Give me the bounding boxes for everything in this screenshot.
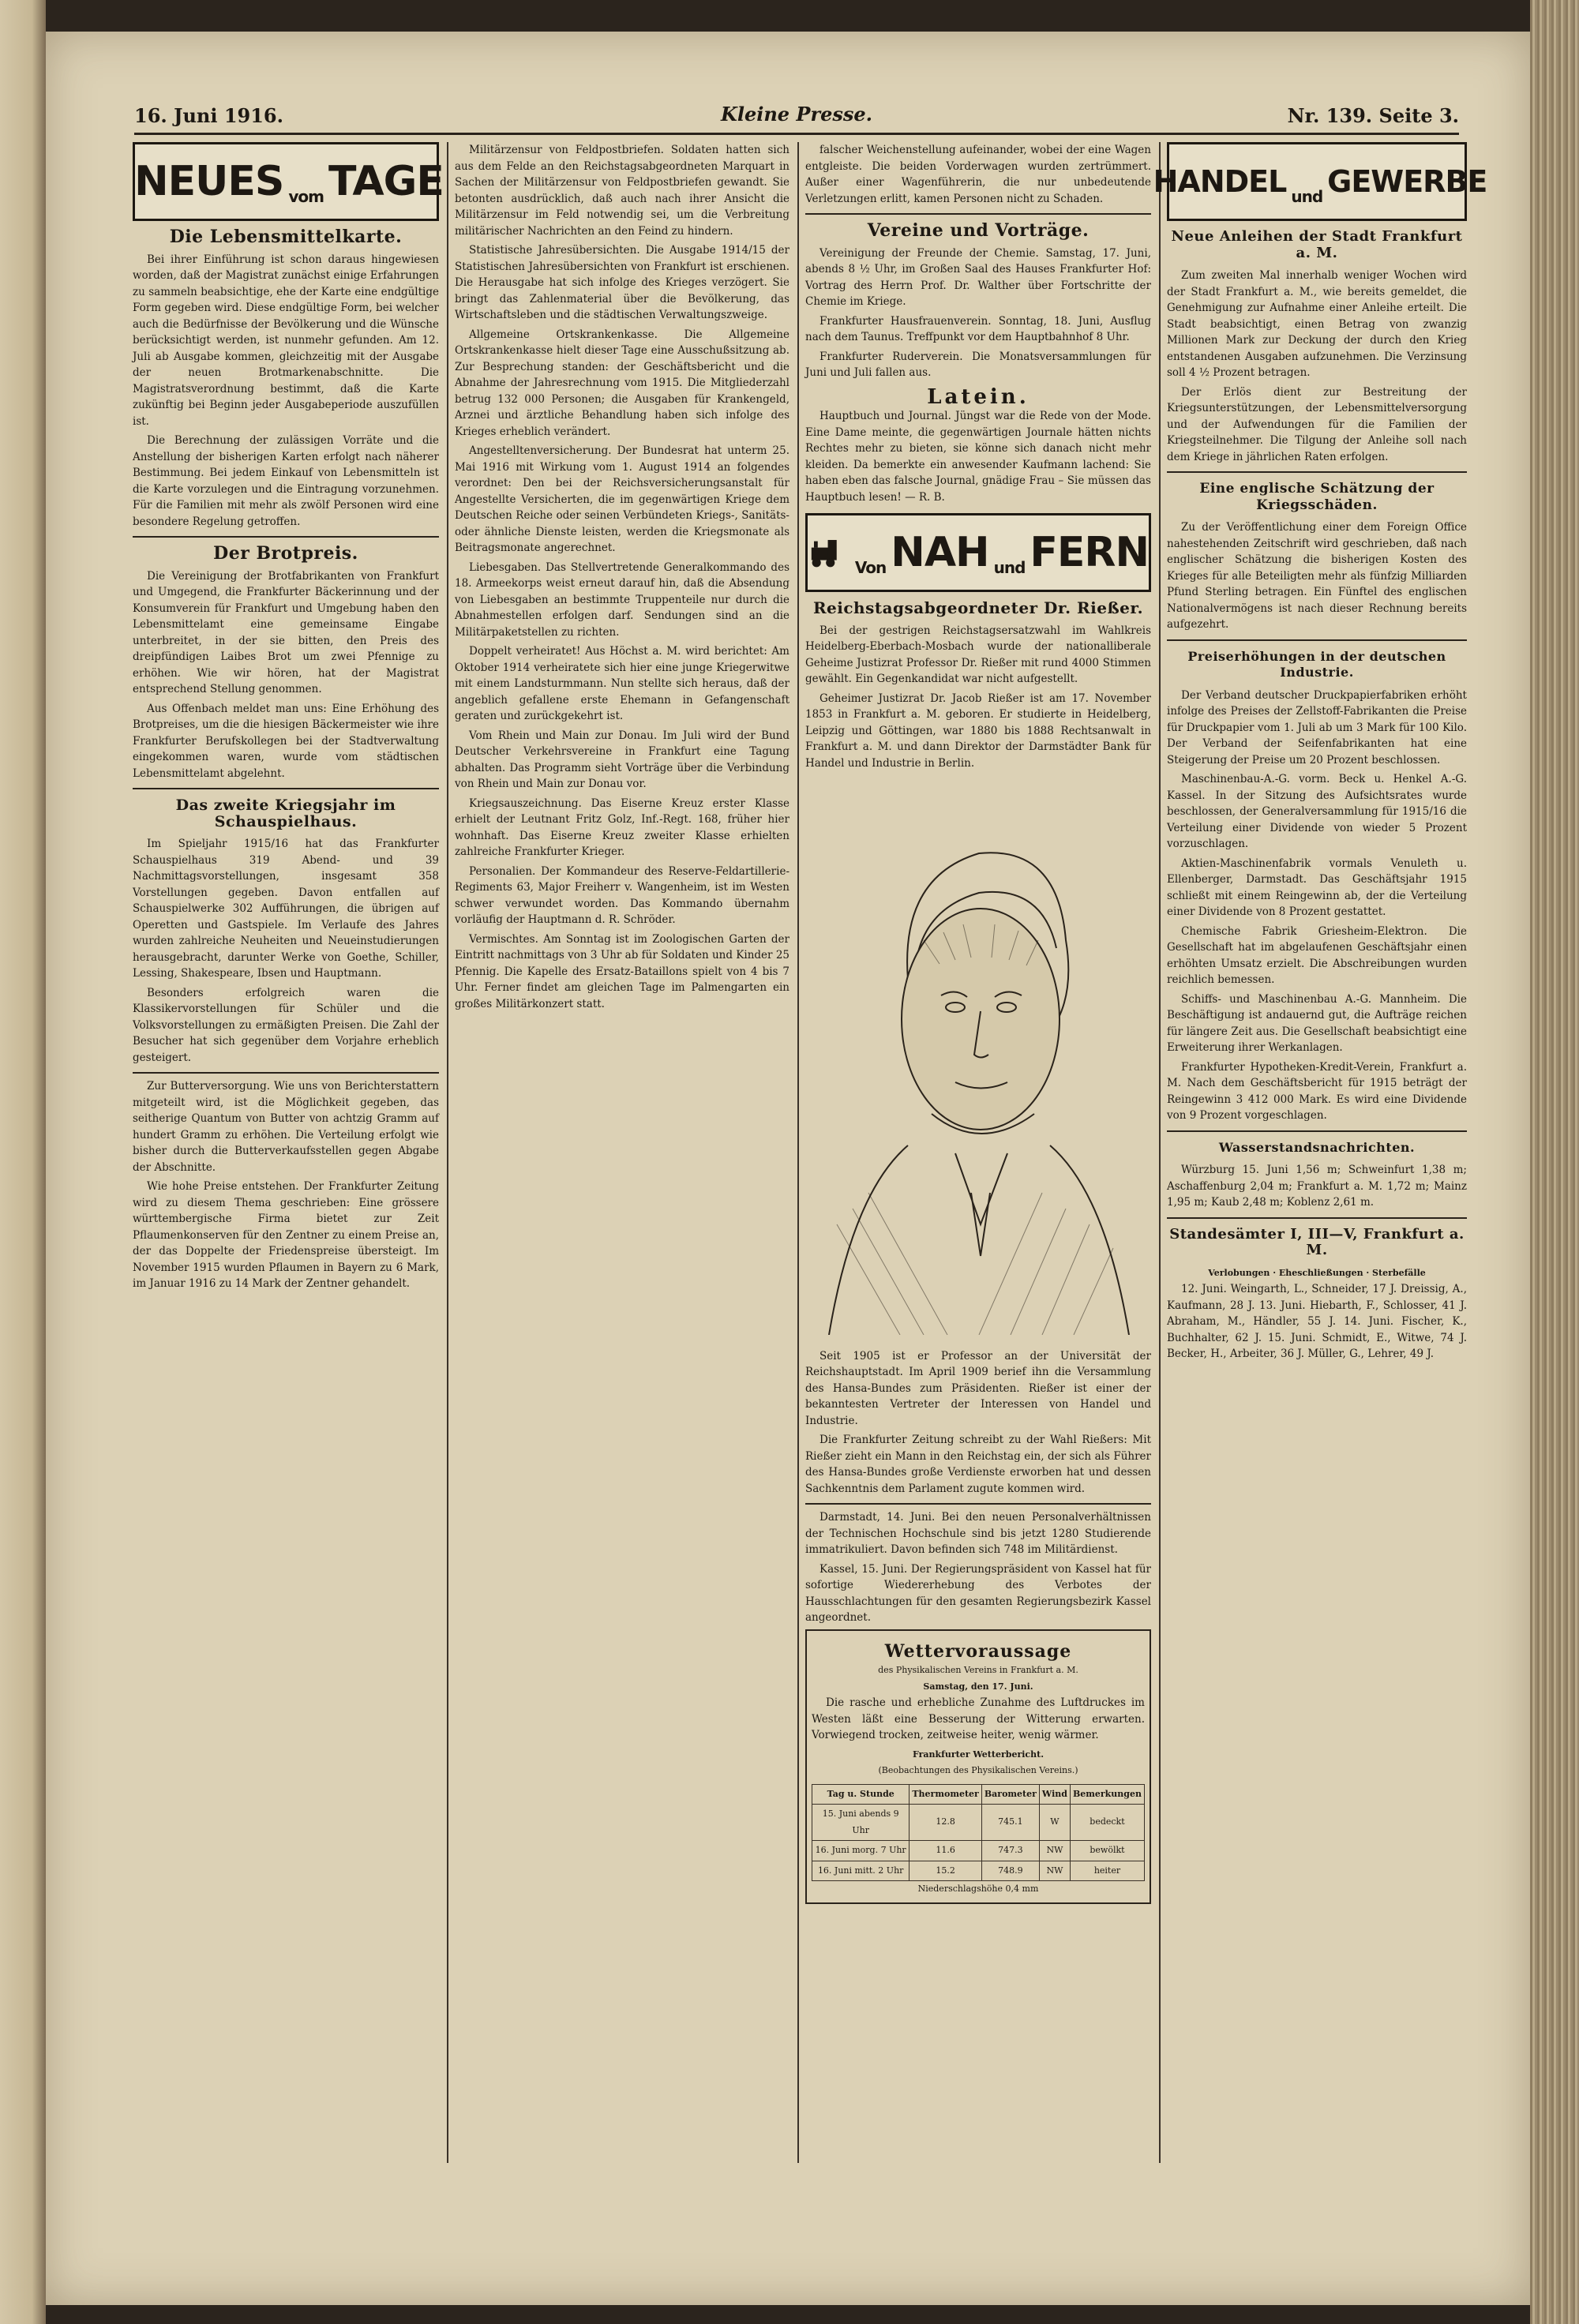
article-heading: Das zweite Kriegsjahr im Schauspielhaus.	[175, 797, 396, 830]
neues-title: NEUES	[134, 157, 284, 205]
article-paragraph: Die Frankfurter Zeitung schreibt zu der Wahl Rießers: Mit Rießer zieht ein Mann in den Reichstag ein, der sich als Führer des Hansa-Bundes große Verdienste erworben hat und dessen Sachkenntnis dem Parlament zugute kommen wird.	[805, 1434, 1151, 1495]
weather-text: Die rasche und erhebliche Zunahme des Luftdruckes im Westen läßt eine Besserung der Witterung erwarten. Vorwiegend trocken, zeitweise heiter, wenig wärmer.	[812, 1696, 1145, 1741]
article-paragraph: Zu der Veröffentlichung einer dem Foreign Office nahestehenden Zeitschrift wird geschrieben, daß nach englischer Schätzung die bisherigen Kosten des Krieges für alle Beteiligten mehr als fünfzig Milliarden Pfund Sterling betragen. Ein Fünftel des englischen Nationalvermögens ist nach dieser Rechnung bereits aufgezehrt.	[1167, 521, 1467, 631]
header-issue-number: Nr. 139. Seite 3.	[1287, 104, 1459, 127]
divider	[1167, 639, 1467, 641]
header-paper-name: Kleine Presse.	[720, 103, 873, 126]
handel-title: HANDEL	[1153, 163, 1287, 199]
article-paragraph: Angestelltenversicherung. Der Bundesrat hat unterm 25. Mai 1916 mit Wirkung vom 1. August 1914 an folgendes verordnet: Den bei der Reichsversicherungsanstalt für Angestellte Versicherten, die im gegenwärtigen Kriege dem Deutschen Reiche oder seinen Verbündeten Kriegs-, Sanitäts- oder ähnliche Dienste leisten, werden die Kriegsmonate als Beitragsmonate angerechnet.	[455, 444, 790, 554]
table-cell: 745.1	[981, 1805, 1039, 1841]
table-cell: 747.3	[981, 1841, 1039, 1861]
article-heading: Wasserstandsnachrichten.	[1218, 1139, 1416, 1155]
nahfern-nah: NAH	[891, 528, 989, 576]
divider	[133, 1072, 439, 1074]
neues-tage: TAGE	[328, 157, 444, 205]
article-paragraph: Vereinigung der Freunde der Chemie. Samstag, 17. Juni, abends 8 ½ Uhr, im Großen Saal des Hauses Frankfurter Hof: Vortrag des Herrn Prof. Dr. Walther über Fortschritte der Chemie im Kriege.	[805, 246, 1151, 308]
article-paragraph: Aktien-Maschinenfabrik vormals Venuleth u. Ellenberger, Darmstadt. Das Geschäftsjahr 1915 schließt mit einem Reingewinn ab, der die Verteilung einer Dividende von 8 Prozent gestattet.	[1167, 857, 1467, 918]
table-row	[812, 1805, 1145, 1841]
table-row	[812, 1861, 1145, 1881]
weather-box	[805, 1629, 1151, 1904]
weather-header: Thermometer	[910, 1784, 981, 1805]
article-paragraph: Liebesgaben. Das Stellvertretende Generalkommando des 18. Armeekorps weist erneut darauf hin, daß die Absendung von Liebesgaben an bestimmte Truppenteile nur durch die Abnahmestellen erfolgen darf. Sendungen sind an die Militärpaketstellen zu richten.	[455, 560, 790, 639]
article-paragraph: Kriegsauszeichnung. Das Eiserne Kreuz erster Klasse erhielt der Leutnant Fritz Golz, Inf.-Regt. 168, früher hier wohnhaft. Das Eiserne Kreuz zweiter Klasse erhielten zahlreiche Frankfurter Krieger.	[455, 797, 790, 858]
weather-table-title: Frankfurter Wetterbericht.	[912, 1749, 1045, 1760]
article-paragraph: Statistische Jahresübersichten. Die Ausgabe 1914/15 der Statistischen Jahresübersichten von Frankfurt ist erschienen. Die Herausgabe hat sich infolge des Krieges verzögert. Sie bringt das Zahlenmaterial über die Bevölkerung, das Wirtschaftsleben und die städtischen Verwaltungszweige.	[455, 244, 790, 321]
weather-title: Wettervoraussage	[884, 1640, 1072, 1662]
handel-und-gewerbe-banner	[1153, 142, 1487, 221]
nahfern-und: und	[993, 557, 1026, 577]
article-heading: Standesämter I, III—V, Frankfurt a. M.	[1169, 1225, 1465, 1258]
portrait-illustration	[805, 782, 1151, 1335]
table-cell: bewölkt	[1070, 1841, 1144, 1861]
article-paragraph: Kassel, 15. Juni. Der Regierungspräsident von Kassel hat für sofortige Wiedererhebung des Verbotes der Hausschlachtungen für den gesamten Regierungsbezirk Kassel angeordnet.	[805, 1562, 1151, 1624]
article-heading: Eine englische Schätzung der Kriegsschäden.	[1199, 481, 1435, 513]
column-local-news	[455, 142, 790, 1015]
weather-header: Wind	[1039, 1784, 1070, 1805]
latein-heading: Latein.	[927, 384, 1030, 409]
register-entries: 12. Juni. Weingarth, L., Schneider, 17 J. Dreissig, A., Kaufmann, 28 J. 13. Juni. Hiebarth, F., Schlosser, 41 J. Abraham, M., Händler, 55 J. 14. Juni. Fischer, K., Buchhalter, 62 J. 15. Juni. Schmidt, E., Witwe, 74 J. Becker, H., Arbeiter, 36 J. Müller, G., Lehrer, 49 J.	[1167, 1283, 1467, 1360]
table-cell: NW	[1039, 1861, 1070, 1881]
table-cell: 16. Juni morg. 7 Uhr	[812, 1841, 910, 1861]
handel-gewerbe: GEWERBE	[1327, 163, 1487, 199]
article-heading: Preiserhöhungen in der deutschen Industrie.	[1187, 648, 1446, 680]
article-paragraph: falscher Weichenstellung aufeinander, wobei der eine Wagen entgleiste. Die beiden Vorderwagen wurden zertrümmert. Außer einer Wagenführerin, die nur unbedeutende Verletzungen erlitt, kamen Personen nicht zu Schaden.	[805, 144, 1151, 205]
weather-date: Samstag, den 17. Juni.	[923, 1681, 1033, 1692]
locomotive-icon	[808, 529, 846, 576]
article-paragraph: Frankfurter Ruderverein. Die Monatsversammlungen für Juni und Juli fallen aus.	[805, 350, 1151, 379]
divider	[1167, 471, 1467, 473]
nahfern-von: Von	[854, 557, 887, 577]
page-header	[134, 101, 1459, 135]
table-cell: bedeckt	[1070, 1805, 1144, 1841]
table-cell: W	[1039, 1805, 1070, 1841]
handel-und: und	[1291, 186, 1323, 206]
article-paragraph: Vom Rhein und Main zur Donau. Im Juli wird der Bund Deutscher Verkehrsvereine in Frankfurt eine Tagung abhalten. Das Programm sieht Vorträge über die Verbindung von Rhein und Main zur Donau vor.	[455, 729, 790, 790]
weather-header: Tag u. Stunde	[812, 1784, 910, 1805]
article-paragraph: Bei ihrer Einführung ist schon daraus hingewiesen worden, daß der Magistrat zunächst einige Erfahrungen zu sammeln beabsichtige, ehe der Karte eine endgültige Form gegeben wird. Diese endgültige Form, bei welcher auch die Bedürfnisse der Bevölkerung und die Wünsche berücksichtigt werden, ist nunmehr gefunden. Am 12. Juli ab Ausgabe kommen, gleichzeitig mit der Ausgabe der neuen Brotmarkenabschnitte. Die Magistratsverordnung bestimmt, daß die Karte zukünftig bei Beginn jeder Ausgabeperiode auszufüllen ist.	[133, 253, 439, 428]
divider	[133, 788, 439, 789]
table-cell: 15. Juni abends 9 Uhr	[812, 1805, 910, 1841]
weather-table-subtitle: (Beobachtungen des Physikalischen Vereins.)	[878, 1765, 1078, 1775]
article-paragraph: Militärzensur von Feldpostbriefen. Soldaten hatten sich aus dem Felde an den Reichstagsabgeordneten Marquart in Sachen der Militärzensur von Feldpostbriefen gewandt. Sie betonten ausdrücklich, daß auch nach ihrer Ansicht die Militärzensur im Feld notwendig sei, um die Verbreitung militärischer Nachrichten an den Feind zu hindern.	[455, 144, 790, 238]
article-paragraph: Die Vereinigung der Brotfabrikanten von Frankfurt und Umgegend, die Frankfurter Bäckerinnung und der Konsumverein für Frankfurt und Umgebung haben den Lebensmittelamt eine gemeinsame Eingabe unterbreitet, in der sie bitten, den Preis des dreipfündigen Laibes Brot um zwei Pfennige zu erhöhen. Wie wir hören, hat der Magistrat entsprechend Stellung genommen.	[133, 569, 439, 695]
column-rule	[447, 142, 448, 2163]
weather-header: Bemerkungen	[1070, 1784, 1144, 1805]
previous-page-edge	[0, 0, 46, 2324]
table-cell: 11.6	[910, 1841, 981, 1861]
article-paragraph: Vermischtes. Am Sonntag ist im Zoologischen Garten der Eintritt nachmittags von 3 Uhr ab für Soldaten und Kinder 25 Pfennig. Die Kapelle des Ersatz-Bataillons spielt von 4 bis 7 Uhr. Ferner findet am gleichen Tage im Palmengarten ein großes Militärkonzert statt.	[455, 932, 790, 1010]
column-neues-vom-tage	[133, 142, 444, 1295]
article-paragraph: Der Verband deutscher Druckpapierfabriken erhöht infolge des Preises der Zellstoff-Fabrikanten die Preise für Druckpapier vom 1. Juli ab um 3 Mark für 100 Kilo. Der Verband der Seifenfabrikanten hat eine Steigerung der Preise um 20 Prozent beschlossen.	[1167, 688, 1467, 767]
article-paragraph: Seit 1905 ist er Professor an der Universität der Reichshauptstadt. Im April 1909 berief ihn die Versammlung des Hansa-Bundes zum Präsidenten. Rießer ist einer der bekanntesten Vertreter der Interessen von Handel und Industrie.	[805, 1349, 1151, 1427]
column-rule	[797, 142, 799, 2163]
article-heading: Die Lebensmittelkarte.	[169, 227, 403, 247]
divider	[805, 213, 1151, 215]
table-cell: 15.2	[910, 1861, 981, 1881]
nahfern-fern: FERN	[1030, 528, 1149, 576]
column-handel-und-gewerbe	[1153, 142, 1487, 1366]
table-cell: 16. Juni mitt. 2 Uhr	[812, 1861, 910, 1881]
article-heading: Vereine und Vorträge.	[867, 220, 1090, 241]
article-paragraph: Personalien. Der Kommandeur des Reserve-Feldartillerie-Regiments 63, Major Freiherr v. Wangenheim, ist im Westen schwer verwundet worden. Das Kommando übernahm vorläufig der Hauptmann d. R. Schröder.	[455, 864, 790, 926]
divider	[1167, 1217, 1467, 1219]
weather-footnote: Niederschlagshöhe 0,4 mm	[917, 1884, 1039, 1894]
table-cell: 748.9	[981, 1861, 1039, 1881]
divider	[133, 536, 439, 538]
neues-vom-tage-banner	[133, 142, 444, 221]
register-subheading: Verlobungen · Eheschließungen · Sterbefälle	[1208, 1267, 1426, 1278]
divider	[805, 1503, 1151, 1505]
article-paragraph: Darmstadt, 14. Juni. Bei den neuen Personalverhältnissen der Technischen Hochschule sind bis jetzt 1280 Studierende immatrikuliert. Davon befinden sich 748 im Militärdienst.	[805, 1511, 1151, 1556]
column-nah-und-fern	[805, 142, 1151, 1904]
article-paragraph: Maschinenbau-A.-G. vorm. Beck u. Henkel A.-G. Kassel. In der Sitzung des Aufsichtsrates wurde beschlossen, der Generalversammlung für 1915/16 die Verteilung einer Dividende von wieder 5 Prozent vorzuschlagen.	[1167, 773, 1467, 850]
newspaper-page	[46, 32, 1530, 2305]
weather-subtitle: des Physikalischen Vereins in Frankfurt a. M.	[878, 1665, 1078, 1675]
article-paragraph: Schiffs- und Maschinenbau A.-G. Mannheim. Die Beschäftigung ist andauernd gut, die Aufträge reichen für längere Zeit aus. Die Gesellschaft beabsichtigt eine Erweiterung ihrer Werkanlagen.	[1167, 992, 1467, 1054]
article-paragraph: Im Spieljahr 1915/16 hat das Frankfurter Schauspielhaus 319 Abend- und 39 Nachmittagsvorstellungen, insgesamt 358 Vorstellungen gegeben. Davon entfallen auf Schauspielwerke 302 Aufführungen, die übrigen auf Operetten und Gastspiele. Im Verlaufe des Jahres wurden zahlreiche Neuheiten und Neueinstudierungen herausgebracht, darunter Werke von Goethe, Schiller, Lessing, Shakespeare, Ibsen und Hauptmann.	[133, 838, 439, 980]
article-paragraph: Aus Offenbach meldet man uns: Eine Erhöhung des Brotpreises, um die die hiesigen Bäckermeister wie ihre Frankfurter Berufskollegen bei der Stadtverwaltung eingekommen waren, wurde vom städtischen Lebensmittelamt abgelehnt.	[133, 702, 439, 780]
article-paragraph: Frankfurter Hausfrauenverein. Sonntag, 18. Juni, Ausflug nach dem Taunus. Treffpunkt vor dem Hauptbahnhof 8 Uhr.	[805, 314, 1151, 343]
article-paragraph: Besonders erfolgreich waren die Klassikervorstellungen für Schüler und die Volksvorstellungen zu ermäßigten Preisen. Die Zahl der Besucher hat sich gegenüber dem Vorjahre erheblich gesteigert.	[133, 986, 439, 1064]
article-paragraph: Die Berechnung der zulässigen Vorräte und die Anstellung der bisherigen Karten erfolgt nach näherer Bestimmung. Bei jedem Einkauf von Lebensmitteln ist die Karte vorzulegen und die Eintragung vorzunehmen. Für die Familien mit mehr als zwölf Personen wird eine besondere Regelung getroffen.	[133, 434, 439, 528]
article-paragraph: Zum zweiten Mal innerhalb weniger Wochen wird der Stadt Frankfurt a. M., wie bereits gemeldet, die Genehmigung zur Aufnahme einer Anleihe erteilt. Die Stadt beabsichtigt, einen Betrag von zwanzig Millionen Mark zur Deckung der durch den Krieg entstandenen Ausgaben aufzunehmen. Die Verzinsung soll 4 ½ Prozent betragen.	[1167, 269, 1467, 379]
article-paragraph: Hauptbuch und Journal. Jüngst war die Rede von der Mode. Eine Dame meinte, die gegenwärtigen Journale hätten nichts Rechtes mehr zu bieten, sie könne sich danach nicht mehr kleiden. Da bemerkte ein anwesender Kaufmann lachend: Sie haben eben das falsche Journal, gnädige Frau – Sie müssen das Hauptbuch lesen! — R. B.	[805, 410, 1151, 504]
article-paragraph: Der Erlös dient zur Bestreitung der Kriegsunterstützungen, der Lebensmittelversorgung und der Aufwendungen für die Familien der Kriegsteilnehmer. Die Tilgung der Anleihe soll nach dem Kriege in jährlichen Raten erfolgen.	[1167, 385, 1467, 463]
column-rule	[1159, 142, 1161, 2163]
table-cell: heiter	[1070, 1861, 1144, 1881]
article-paragraph: Bei der gestrigen Reichstagsersatzwahl im Wahlkreis Heidelberg-Eberbach-Mosbach wurde der nationalliberale Geheime Justizrat Professor Dr. Rießer mit rund 4000 Stimmen gewählt. Ein Gegenkandidat war nicht aufgestellt.	[805, 624, 1151, 685]
table-row	[812, 1841, 1145, 1861]
article-paragraph: Würzburg 15. Juni 1,56 m; Schweinfurt 1,38 m; Aschaffenburg 2,04 m; Frankfurt a. M. 1,72 m; Mainz 1,95 m; Kaub 2,48 m; Koblenz 2,61 m.	[1167, 1164, 1467, 1209]
article-paragraph: Geheimer Justizrat Dr. Jacob Rießer ist am 17. November 1853 in Frankfurt a. M. geboren. Er studierte in Heidelberg, Leipzig und Göttingen, war 1880 bis 1888 Rechtsanwalt in Frankfurt a. M. und dann Direktor der Darmstädter Bank für Handel und Industrie in Berlin.	[805, 692, 1151, 770]
article-paragraph: Wie hohe Preise entstehen. Der Frankfurter Zeitung wird zu diesem Thema geschrieben: Eine grössere württembergische Firma bietet zur Zeit Pflaumenkonserven für den Zentner zu einem Preise an, der das Doppelte der Friedenspreise übersteigt. Im November 1915 wurden Pflaumen in Bayern zu 6 Mark, im Januar 1916 zu 14 Mark der Zentner gehandelt.	[133, 1180, 439, 1290]
weather-header: Barometer	[981, 1784, 1039, 1805]
von-nah-und-fern-banner	[805, 513, 1151, 592]
article-paragraph: Chemische Fabrik Griesheim-Elektron. Die Gesellschaft hat im abgelaufenen Geschäftsjahr einen erhöhten Umsatz erzielt. Die Abschreibungen wurden reichlich bemessen.	[1167, 924, 1467, 986]
page-stack-edge	[1530, 0, 1579, 2324]
article-paragraph: Allgemeine Ortskrankenkasse. Die Allgemeine Ortskrankenkasse hielt dieser Tage eine Ausschußsitzung ab. Zur Besprechung standen: der Geschäftsbericht und die Abnahme der Jahresrechnung vom 1915. Die Mitgliederzahl betrug 132 000 Personen; die Ausgaben für Krankengeld, Arznei und ärztliche Behandlung haben sich infolge des Krieges erheblich verändert.	[455, 328, 790, 438]
neues-vom: vom	[288, 186, 324, 206]
article-heading: Der Brotpreis.	[213, 543, 358, 564]
table-cell: NW	[1039, 1841, 1070, 1861]
weather-table	[812, 1784, 1145, 1882]
article-heading: Neue Anleihen der Stadt Frankfurt a. M.	[1171, 228, 1463, 261]
article-paragraph: Frankfurter Hypotheken-Kredit-Verein, Frankfurt a. M. Nach dem Geschäftsbericht für 1915 beträgt der Reingewinn 3 412 000 Mark. Es wird eine Dividende von 9 Prozent vorgeschlagen.	[1167, 1060, 1467, 1122]
header-date: 16. Juni 1916.	[134, 104, 283, 127]
divider	[1167, 1130, 1467, 1132]
article-paragraph: Doppelt verheiratet! Aus Höchst a. M. wird berichtet: Am Oktober 1914 verheiratete sich hier eine junge Kriegerwitwe mit einem Landsturmmann. Nun stellte sich heraus, daß der angeblich gefallene erste Ehemann in Gefangenschaft geraten und zurückgekehrt ist.	[455, 645, 790, 722]
article-heading: Reichstagsabgeordneter Dr. Rießer.	[812, 598, 1144, 617]
table-cell: 12.8	[910, 1805, 981, 1841]
article-paragraph: Zur Butterversorgung. Wie uns von Berichterstattern mitgeteilt wird, ist die Möglichkeit gegeben, das seitherige Quantum von Butter von achtzig Gramm auf hundert Gramm zu erhöhen. Die Verteilung erfolgt wie bisher durch die Butterverkaufsstellen gegen Abgabe der Abschnitte.	[133, 1080, 439, 1174]
